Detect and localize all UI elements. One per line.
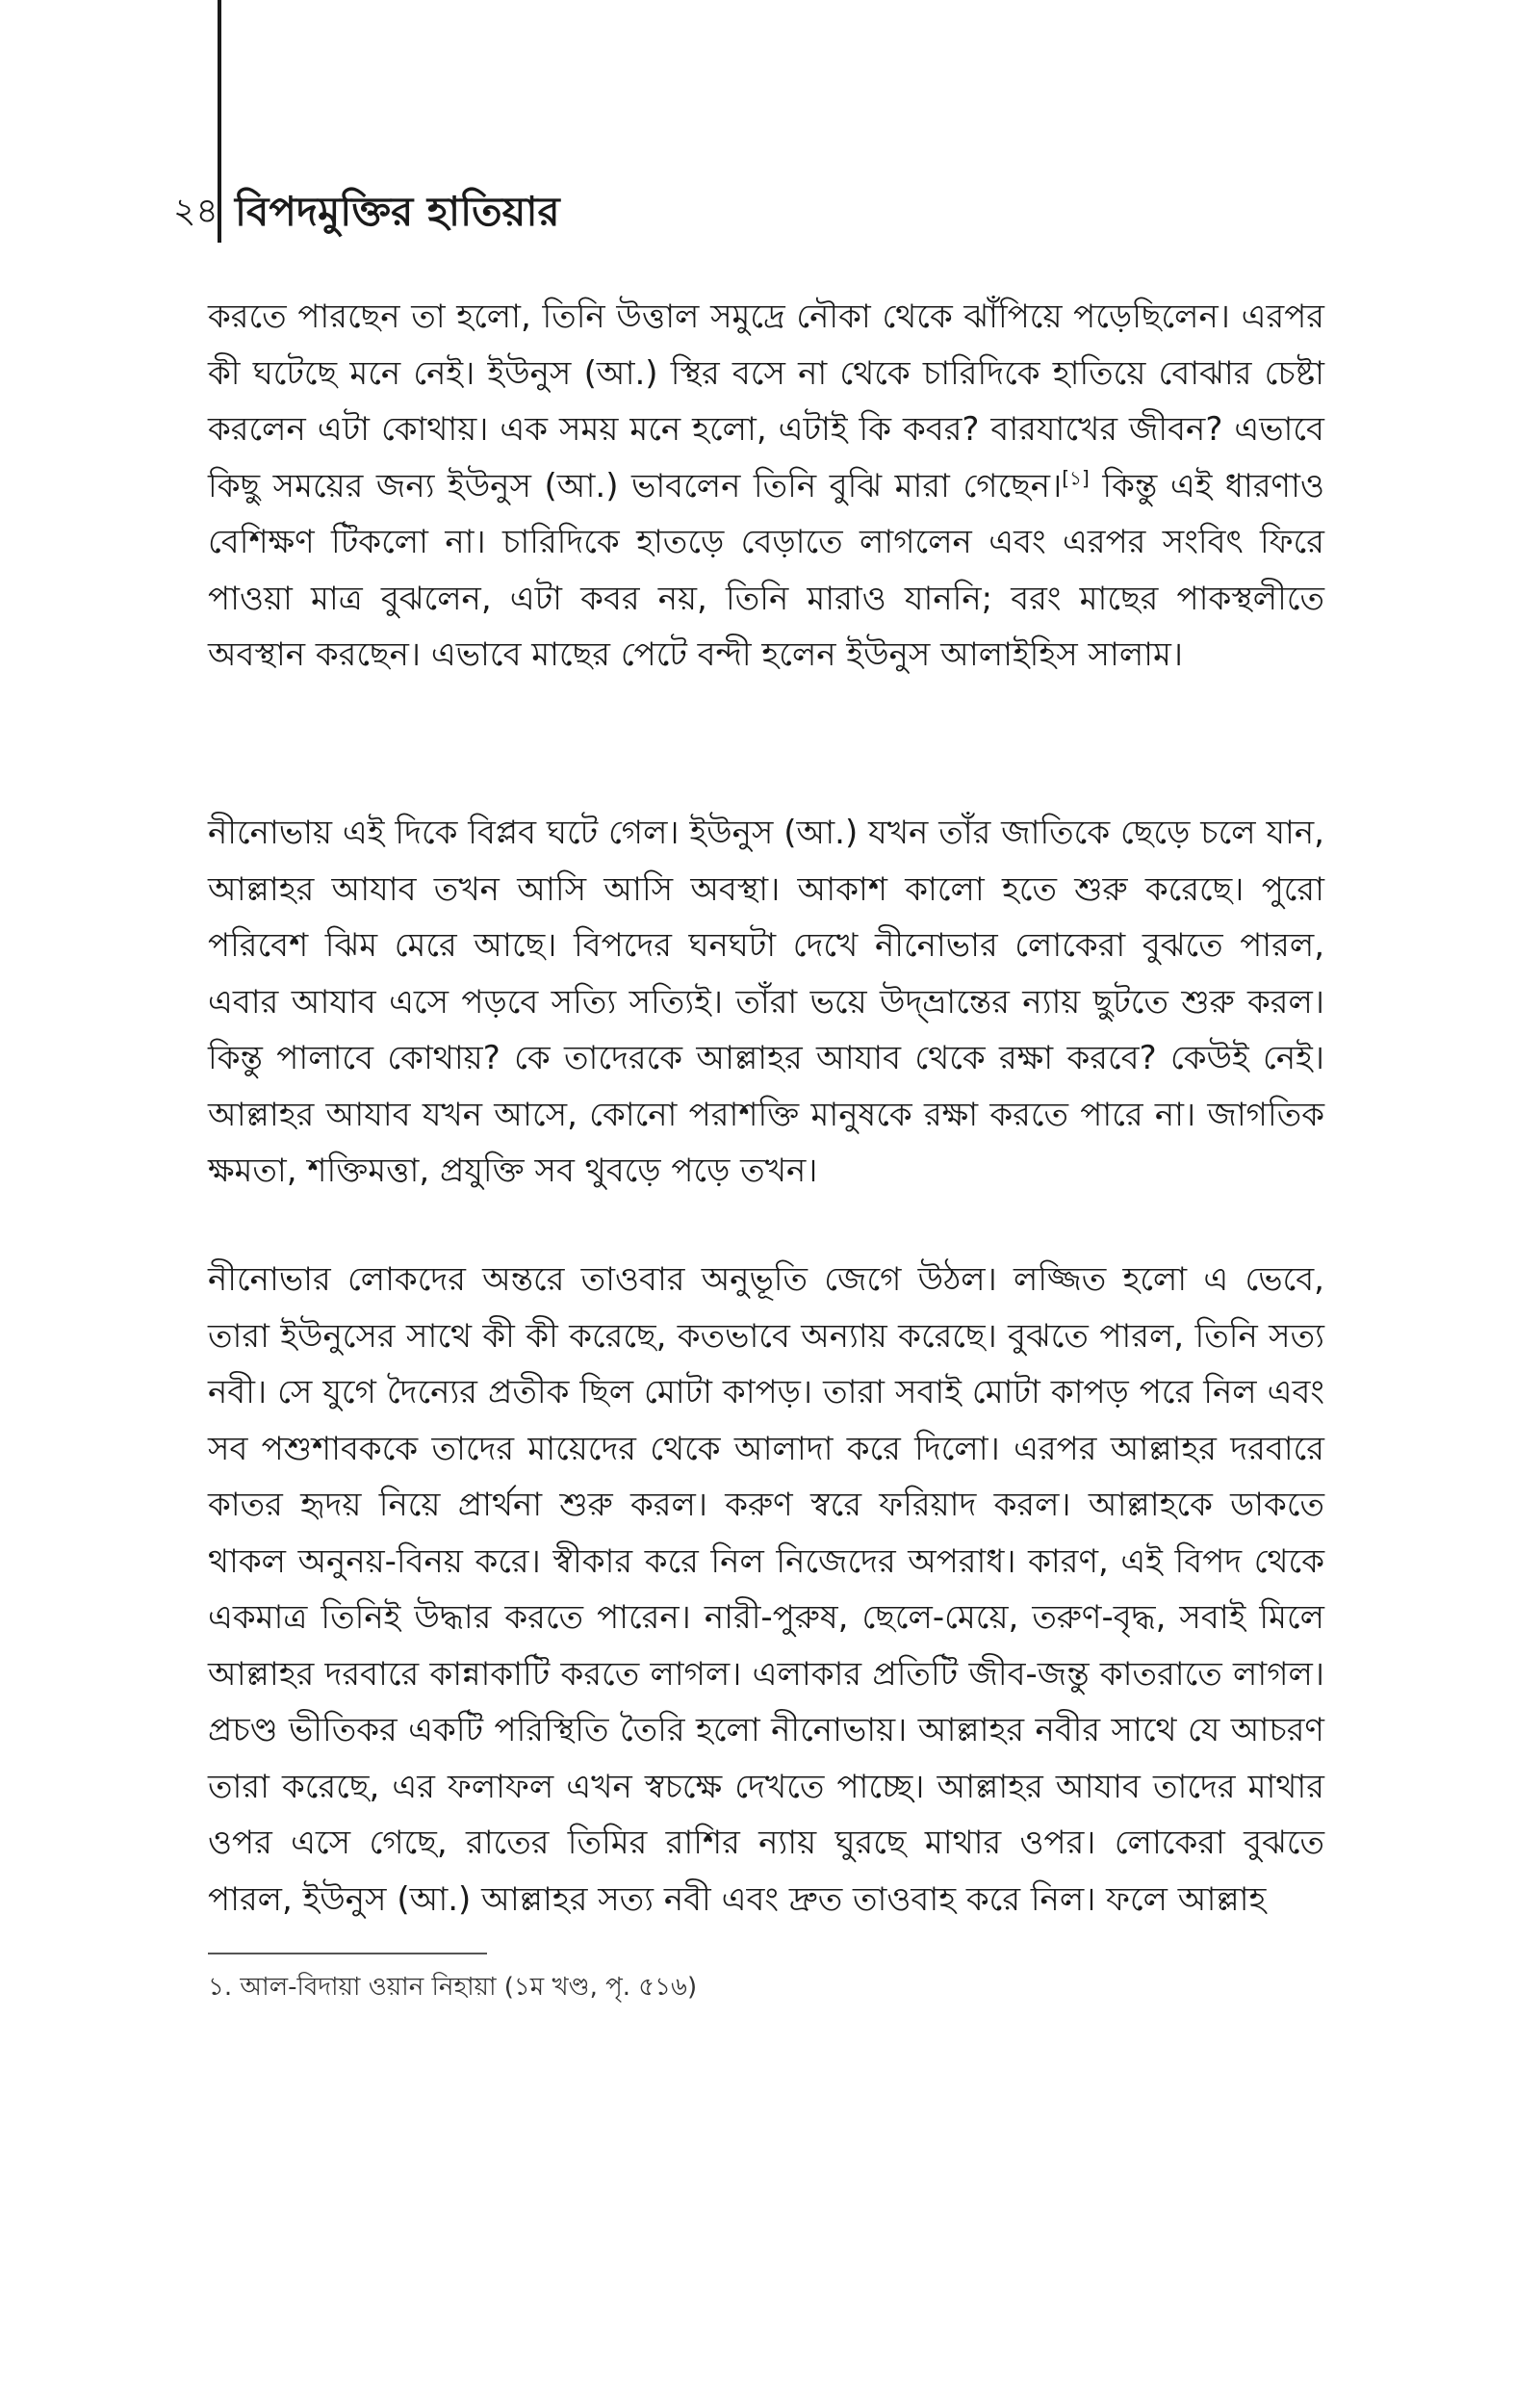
running-title: বিপদমুক্তির হাতিয়ার bbox=[235, 188, 560, 235]
footnote-divider bbox=[208, 1953, 487, 1954]
footnote: ১. আল-বিদায়া ওয়ান নিহায়া (১ম খণ্ড, পৃ. ৫১৬) bbox=[208, 1973, 698, 2002]
paragraph-1-text-b: কিন্তু এই ধারণাও বেশিক্ষণ টিকলো না। চারিদিকে হাতড়ে বেড়াতে লাগলেন এবং এরপর সংবিৎ ফিরে পাওয়া মাত্র বুঝলেন, এটা কবর নয়, তিনি মারাও যাননি; বরং মাছের পাকস্থলীতে অবস্থান করছেন। এভাবে মাছের পেটে বন্দী হলেন ইউনুস আলাইহিস সালাম। bbox=[208, 466, 1324, 674]
paragraph-1-text-a: করতে পারছেন তা হলো, তিনি উত্তাল সমুদ্রে নৌকা থেকে ঝাঁপিয়ে পড়েছিলেন। এরপর কী ঘটেছে মনে নেই। ইউনুস (আ.) স্থির বসে না থেকে চারিদিকে হাতিয়ে বোঝার চেষ্টা করলেন এটা কোথায়। এক সময় মনে হলো, এটাই কি কবর? বারযাখের জীবন? এভাবে কিছু সময়ের জন্য ইউনুস (আ.) ভাবলেন তিনি বুঝি মারা গেছেন। bbox=[208, 298, 1324, 505]
page-number: ২৪ bbox=[173, 192, 218, 231]
paragraph-2: নীনোভায় এই দিকে বিপ্লব ঘটে গেল। ইউনুস (আ.) যখন তাঁর জাতিকে ছেড়ে চলে যান, আল্লাহর আযাব তখন আসি আসি অবস্থা। আকাশ কালো হতে শুরু করেছে। পুরো পরিবেশ ঝিম মেরে আছে। বিপদের ঘনঘটা দেখে নীনোভার লোকেরা বুঝতে পারল, এবার আযাব এসে পড়বে সত্যি সত্যিই। তাঁরা ভয়ে উদ্‌ভ্রান্তের ন্যায় ছুটতে শুরু করল। কিন্তু পালাবে কোথায়? কে তাদেরকে আল্লাহর আযাব থেকে রক্ষা করবে? কেউই নেই। আল্লাহর আযাব যখন আসে, কোনো পরাশক্তি মানুষকে রক্ষা করতে পারে না। জাগতিক ক্ষমতা, শক্তিমত্তা, প্রযুক্তি সব থুবড়ে পড়ে তখন। bbox=[208, 814, 1324, 1190]
footnote-reference[interactable]: [১] bbox=[1062, 466, 1090, 490]
paragraph-3: নীনোভার লোকদের অন্তরে তাওবার অনুভূতি জেগে উঠল। লজ্জিত হলো এ ভেবে, তারা ইউনুসের সাথে কী কী করেছে, কতভাবে অন্যায় করেছে। বুঝতে পারল, তিনি সত্য নবী। সে যুগে দৈন্যের প্রতীক ছিল মোটা কাপড়। তারা সবাই মোটা কাপড় পরে নিল এবং সব পশুশাবককে তাদের মায়েদের থেকে আলাদা করে দিলো। এরপর আল্লাহর দরবারে কাতর হৃদয় নিয়ে প্রার্থনা শুরু করল। করুণ স্বরে ফরিয়াদ করল। আল্লাহকে ডাকতে থাকল অনুনয়-বিনয় করে। স্বীকার করে নিল নিজেদের অপরাধ। কারণ, এই বিপদ থেকে একমাত্র তিনিই উদ্ধার করতে পারেন। নারী-পুরুষ, ছেলে-মেয়ে, তরুণ-বৃদ্ধ, সবাই মিলে আল্লাহর দরবারে কান্নাকাটি করতে লাগল। এলাকার প্রতিটি জীব-জন্তু কাতরাতে লাগল। প্রচণ্ড ভীতিকর একটি পরিস্থিতি তৈরি হলো নীনোভায়। আল্লাহর নবীর সাথে যে আচরণ তারা করেছে, এর ফলাফল এখন স্বচক্ষে দেখতে পাচ্ছে। আল্লাহর আযাব তাদের মাথার ওপর এসে গেছে, রাতের তিমির রাশির ন্যায় ঘুরছে মাথার ওপর। লোকেরা বুঝতে পারল, ইউনুস (আ.) আল্লাহর সত্য নবী এবং দ্রুত তাওবাহ করে নিল। ফলে আল্লাহ bbox=[208, 1260, 1324, 1919]
paragraph-1 bbox=[208, 289, 1324, 684]
